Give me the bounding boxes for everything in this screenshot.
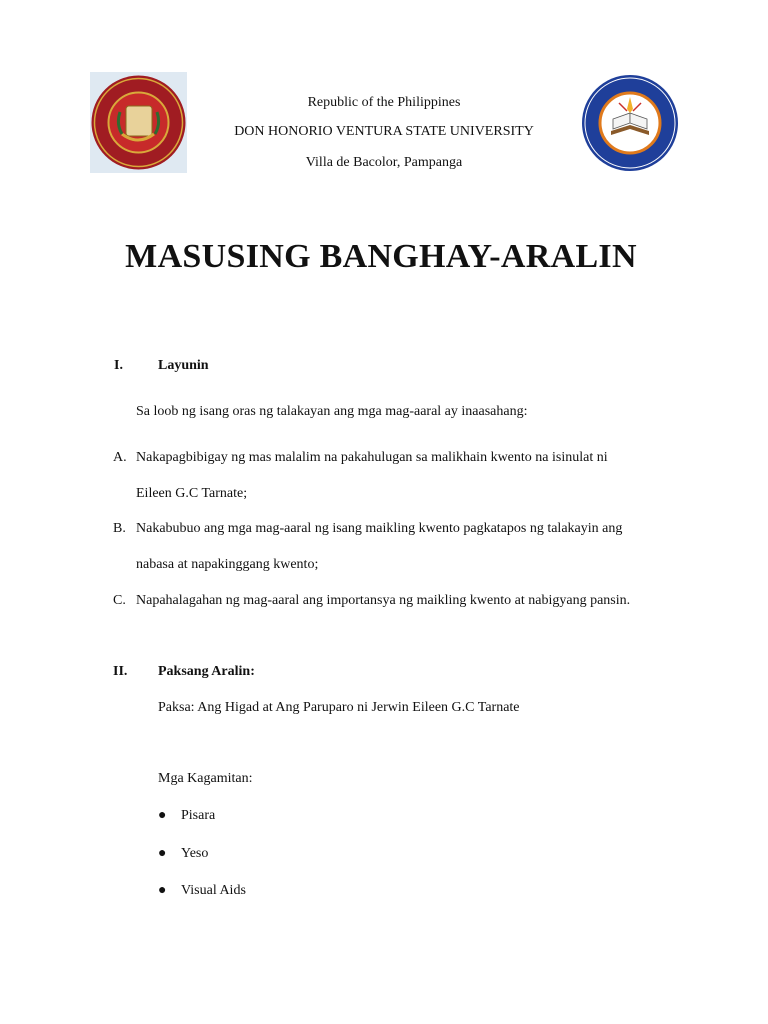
objective-a-line2: Eileen G.C Tarnate; xyxy=(136,486,248,501)
objective-a-line1: Nakapagbibigay ng mas malalim na pakahulugan sa malikhain kwento na isinulat ni xyxy=(136,450,608,465)
section-1-number: I. xyxy=(114,358,123,373)
section-1-heading: Layunin xyxy=(158,358,209,373)
section-2-heading: Paksang Aralin: xyxy=(158,664,255,679)
section-1-intro: Sa loob ng isang oras ng talakayan ang mga mag-aaral ay inaasahang: xyxy=(136,404,528,419)
bullet-dot-icon: ● xyxy=(158,846,167,861)
objective-b-line1: Nakabubuo ang mga mag-aaral ng isang maikling kwento pagkatapos ng talakayin ang xyxy=(136,521,623,536)
objective-b-line2: nabasa at napakinggang kwento; xyxy=(136,557,319,572)
kagamitan-item-visual-aids: Visual Aids xyxy=(181,883,246,898)
page-title: MASUSING BANGHAY-ARALIN xyxy=(125,238,637,275)
paksa-line: Paksa: Ang Higad at Ang Paruparo ni Jerwin Eileen G.C Tarnate xyxy=(158,700,520,715)
objective-b-letter: B. xyxy=(113,521,126,536)
kagamitan-item-yeso: Yeso xyxy=(181,846,209,861)
kagamitan-label: Mga Kagamitan: xyxy=(158,771,253,786)
objective-c-letter: C. xyxy=(113,593,126,608)
bullet-dot-icon: ● xyxy=(158,883,167,898)
bullet-dot-icon: ● xyxy=(158,808,167,823)
kagamitan-item-pisara: Pisara xyxy=(181,808,216,823)
section-2-number: II. xyxy=(113,664,128,679)
college-of-education-seal-icon xyxy=(581,73,679,173)
header-location: Villa de Bacolor, Pampanga xyxy=(305,155,463,170)
header-university: DON HONORIO VENTURA STATE UNIVERSITY xyxy=(234,124,534,139)
header-republic: Republic of the Philippines xyxy=(307,95,461,110)
objective-a-letter: A. xyxy=(113,450,127,465)
objective-c-line1: Napahalagahan ng mag-aaral ang importansya ng maikling kwento at nabigyang pansin. xyxy=(136,593,631,608)
